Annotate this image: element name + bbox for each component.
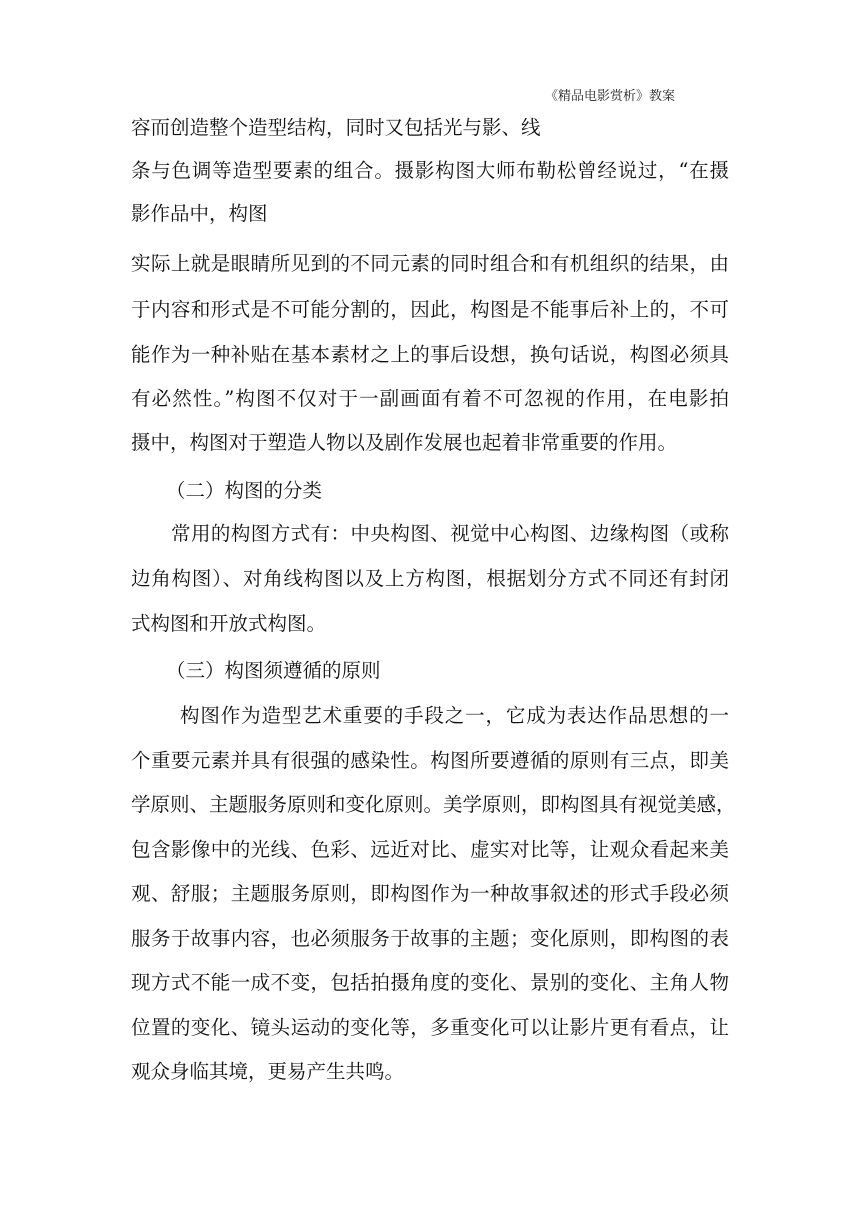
body-line: 有必然性。”构图不仅对于一副画面有着不可忽视的作用，在电影拍 xyxy=(131,387,729,410)
section-heading: （二）构图的分类 xyxy=(166,479,323,502)
body-line: 实际上就是眼睛所见到的不同元素的同时组合和有机组织的结果，由 xyxy=(131,252,729,275)
section-heading: （三）构图须遵循的原则 xyxy=(166,659,381,682)
body-line: 学原则、主题服务原则和变化原则。美学原则，即构图具有视觉美感， xyxy=(131,793,736,816)
body-line: 观众身临其境，更易产生共鸣。 xyxy=(131,1060,405,1083)
body-line: 构图作为造型艺术重要的手段之一，它成为表达作品思想的一 xyxy=(180,704,729,727)
body-line: 摄中，构图对于塑造人物以及剧作发展也起着非常重要的作用。 xyxy=(131,431,678,454)
body-line: 现方式不能一成不变，包括拍摄角度的变化、景别的变化、主角人物 xyxy=(131,971,729,994)
body-line: 式构图和开放式构图。 xyxy=(131,612,327,635)
body-line: 常用的构图方式有：中央构图、视觉中心构图、边缘构图（或称 xyxy=(171,522,729,545)
body-line: 位置的变化、镜头运动的变化等，多重变化可以让影片更有看点，让 xyxy=(131,1016,729,1039)
body-line: 观、舒服；主题服务原则，即构图作为一种故事叙述的形式手段必须 xyxy=(131,882,729,905)
body-line: 包含影像中的光线、色彩、远近对比、虚实对比等，让观众看起来美 xyxy=(131,838,729,861)
running-header: 《精品电影赏析》教案 xyxy=(545,89,676,104)
body-line: 个重要元素并具有很强的感染性。构图所要遵循的原则有三点，即美 xyxy=(131,749,729,772)
body-line: 于内容和形式是不可能分割的，因此，构图是不能事后补上的，不可 xyxy=(131,298,729,321)
body-line: 容而创造整个造型结构，同时又包括光与影、线 xyxy=(131,116,541,139)
body-line: 条与色调等造型要素的组合。摄影构图大师布勒松曾经说过，“在摄 xyxy=(131,159,729,182)
body-line: 影作品中，构图 xyxy=(131,202,268,225)
body-line: 边角构图）、对角线构图以及上方构图，根据划分方式不同还有封闭 xyxy=(131,567,729,590)
body-line: 服务于故事内容，也必须服务于故事的主题；变化原则，即构图的表 xyxy=(131,927,729,950)
body-line: 能作为一种补贴在基本素材之上的事后设想，换句话说，构图必须具 xyxy=(131,343,729,366)
